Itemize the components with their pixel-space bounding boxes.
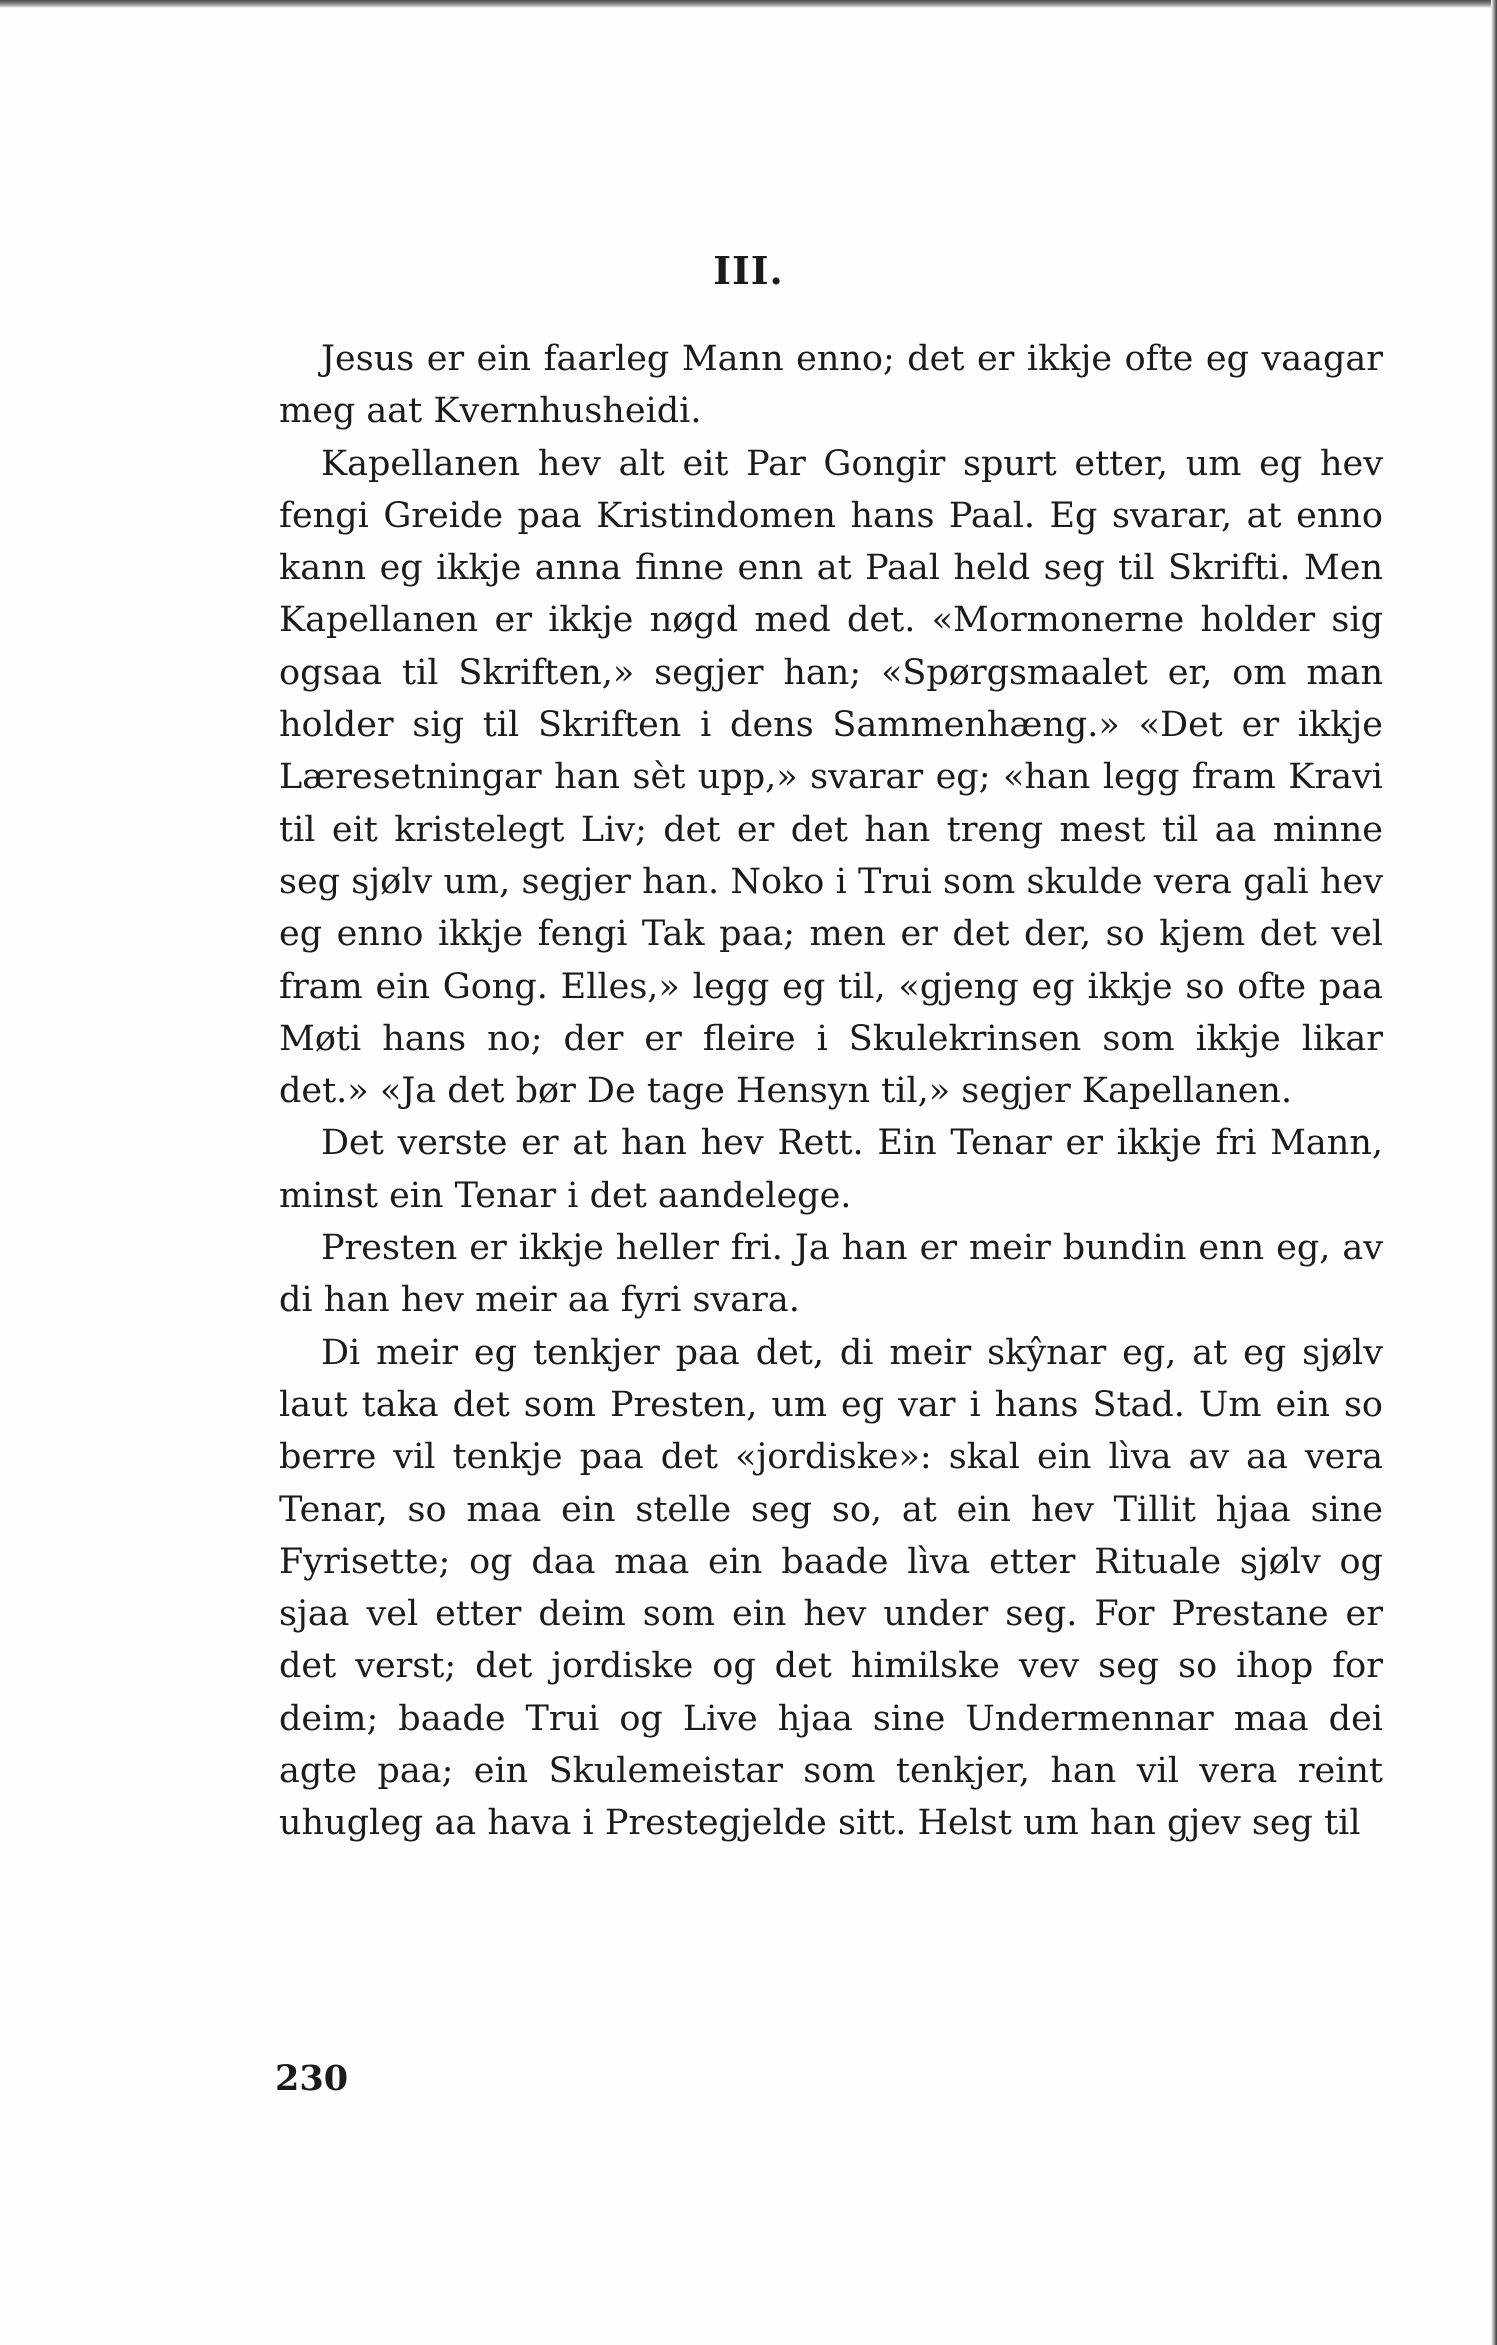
paragraph: Det verste er at han hev Rett. Ein Tenar er ikkje fri Mann, minst ein Tenar i det aandelege. <box>279 1123 1383 1216</box>
body-text <box>279 333 1383 1850</box>
paragraph: Presten er ikkje heller fri. Ja han er meir bundin enn eg, av di han hev meir aa fyri svara. <box>279 1228 1383 1321</box>
page-number: 230 <box>275 2058 349 2099</box>
scan-right-edge <box>1491 0 1497 2345</box>
paragraph: Kapellanen hev alt eit Par Gongir spurt etter, um eg hev fengi Greide paa Kristindomen hans Paal. Eg svarar, at enno kann eg ikkje anna finne enn at Paal held seg til Skrifti. Men Kapellanen er ikkje nøgd med det. «Mormonerne holder sig ogsaa til Skriften,» segjer han; «Spørgsmaalet er, om man holder sig til Skriften i dens Sammenhæng.» «Det er ikkje Læresetningar han sèt upp,» svarar eg; «han legg fram Kravi til eit kristelegt Liv; det er det han treng mest til aa minne seg sjølv um, segjer han. Noko i Trui som skulde vera gali hev eg enno ikkje fengi Tak paa; men er det der, so kjem det vel fram ein Gong. Elles,» legg eg til, «gjeng eg ikkje so ofte paa Møti hans no; der er fleire i Skulekrinsen som ikkje likar det.» «Ja det bør De tage Hensyn til,» segjer Kapellanen. <box>279 443 1383 1112</box>
paragraph: Jesus er ein faarleg Mann enno; det er ikkje ofte eg vaagar meg aat Kvernhusheidi. <box>279 339 1383 432</box>
paragraph: Di meir eg tenkjer paa det, di meir skŷnar eg, at eg sjølv laut taka det som Presten, um eg var i hans Stad. Um ein so berre vil tenkje paa det «jordiske»: skal ein lìva av aa vera Tenar, so maa ein stelle seg so, at ein hev Tillit hjaa sine Fyrisette; og daa maa ein baade lìva etter Rituale sjølv og sjaa vel etter deim som ein hev under seg. For Prestane er det verst; det jordiske og det himilske vev seg so ihop for deim; baade Trui og Live hjaa sine Undermennar maa dei agte paa; ein Skulemeistar som tenkjer, han vil vera reint uhugleg aa hava i Prestegjelde sitt. Helst um han gjev seg til <box>279 1332 1383 1844</box>
chapter-heading: III. <box>713 248 784 293</box>
scan-top-edge <box>0 0 1497 8</box>
